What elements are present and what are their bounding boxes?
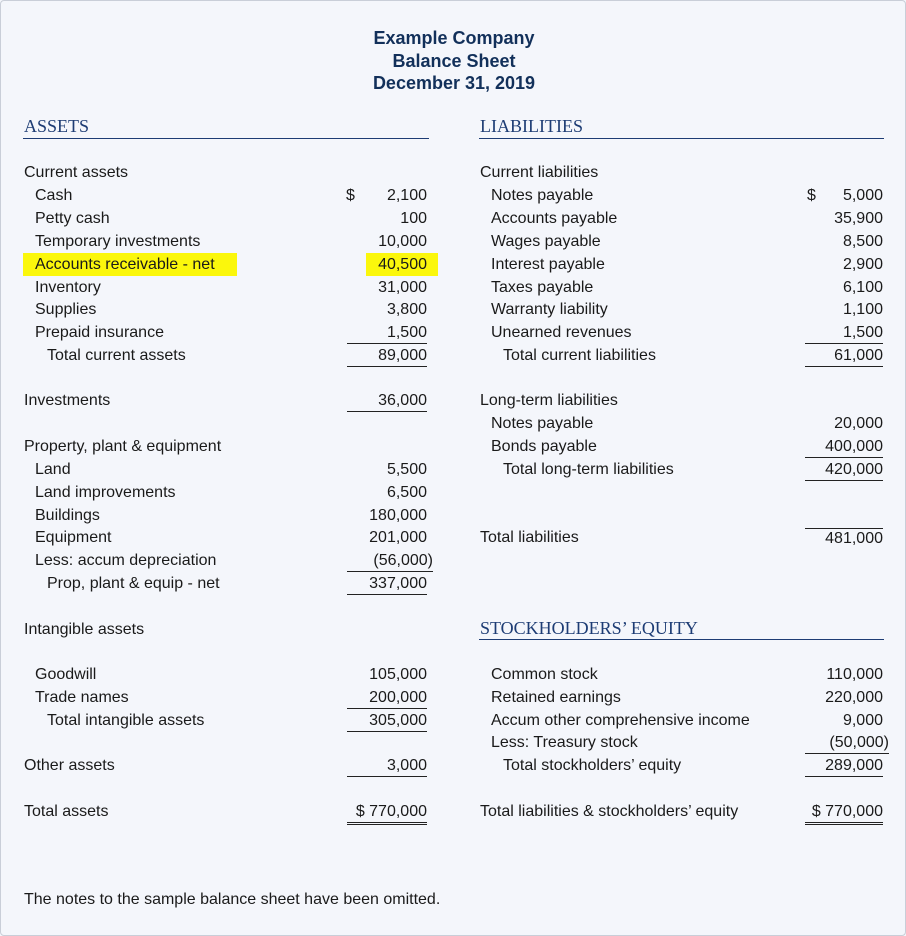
company-name: Example Company: [373, 28, 535, 48]
liability-line-label: Warranty liability: [491, 301, 608, 318]
total-liabilities-label: Total liabilities: [480, 529, 579, 546]
liability-line-amount: 1,500: [805, 323, 883, 344]
asset-line-label: Petty cash: [35, 210, 110, 227]
liabilities-heading: LIABILITIES: [480, 116, 583, 136]
assets-heading: ASSETS: [24, 116, 90, 136]
liability-line-amount: 1,100: [842, 301, 883, 318]
footnote: The notes to the sample balance sheet have been omitted.: [24, 891, 441, 908]
sheet-header: [1, 27, 906, 95]
liability-line-label: Wages payable: [491, 233, 601, 250]
equity-line-label: Less: Treasury stock: [491, 734, 638, 751]
ppe-line-amount: 5,500: [386, 461, 427, 478]
ppe-line-amount: 6,500: [386, 484, 427, 501]
grand-total-amount: $ 770,000: [805, 802, 883, 825]
equity-line-amount: 220,000: [825, 689, 883, 706]
asset-line-amount: 2,100: [386, 187, 427, 204]
current-liabilities-label: Current liabilities: [480, 164, 599, 181]
other-assets-label: Other assets: [24, 757, 115, 774]
ppe-line-label: Less: accum depreciation: [35, 552, 217, 569]
ppe-line-amount: (56,000): [347, 551, 433, 572]
long-term-line-label: Bonds payable: [491, 438, 597, 455]
asset-line-label-highlighted: Accounts receivable - net: [35, 256, 215, 273]
ppe-line-amount: 201,000: [369, 529, 427, 546]
liability-line-label: Accounts payable: [491, 210, 618, 227]
total-current-liabilities-label: Total current liabilities: [503, 347, 656, 364]
liability-line-amount: 35,900: [834, 210, 883, 227]
asset-line-amount: 31,000: [378, 279, 427, 296]
investments-amount: 36,000: [347, 391, 427, 412]
ppe-net-amount: 337,000: [347, 574, 427, 595]
liability-line-amount: 8,500: [842, 233, 883, 250]
other-assets-amount: 3,000: [347, 756, 427, 777]
long-term-line-amount: 400,000: [805, 437, 883, 458]
intangible-line-amount: 200,000: [347, 688, 427, 709]
assets-heading-rule: [23, 138, 429, 139]
intangibles-label: Intangible assets: [24, 621, 145, 638]
liability-line-amount: 2,900: [842, 256, 883, 273]
liability-line-label: Notes payable: [491, 187, 594, 204]
asset-line-amount-highlighted: 40,500: [378, 256, 427, 273]
total-long-term-label: Total long-term liabilities: [503, 461, 674, 478]
ppe-line-label: Equipment: [35, 529, 112, 546]
equity-heading: STOCKHOLDERS’ EQUITY: [480, 618, 698, 638]
asset-line-amount: 100: [400, 210, 427, 227]
equity-line-amount: 9,000: [842, 712, 883, 729]
equity-line-label: Accum other comprehensive income: [491, 712, 750, 729]
ppe-line-label: Land improvements: [35, 484, 176, 501]
total-liabilities-amount: 481,000: [805, 528, 883, 549]
grand-total-label: Total liabilities & stockholders’ equity: [480, 803, 739, 820]
liability-line-amount: 6,100: [842, 279, 883, 296]
total-current-assets-amount: 89,000: [347, 346, 427, 367]
total-long-term-amount: 420,000: [805, 460, 883, 481]
equity-line-label: Common stock: [491, 666, 598, 683]
equity-heading-rule: [479, 639, 884, 640]
currency-sign: $: [346, 187, 355, 204]
liability-line-amount: 5,000: [842, 187, 883, 204]
ppe-line-amount: 180,000: [369, 507, 427, 524]
total-current-liabilities-amount: 61,000: [805, 346, 883, 367]
total-equity-label: Total stockholders’ equity: [503, 757, 682, 774]
liability-line-label: Interest payable: [491, 256, 605, 273]
long-term-line-amount: 20,000: [834, 415, 883, 432]
equity-line-amount: (50,000): [805, 733, 889, 754]
total-intangibles-amount: 305,000: [347, 711, 427, 732]
currency-sign: $: [807, 187, 816, 204]
asset-line-label: Supplies: [35, 301, 97, 318]
total-current-assets-label: Total current assets: [47, 347, 186, 364]
sheet-date: December 31, 2019: [372, 73, 536, 93]
total-assets-amount: $ 770,000: [347, 802, 427, 825]
asset-line-amount: 10,000: [378, 233, 427, 250]
intangible-line-amount: 105,000: [369, 666, 427, 683]
total-intangibles-label: Total intangible assets: [47, 712, 205, 729]
liability-line-label: Unearned revenues: [491, 324, 632, 341]
equity-line-amount: 110,000: [826, 666, 883, 683]
asset-line-label: Inventory: [35, 279, 101, 296]
asset-line-amount: 3,800: [386, 301, 427, 318]
investments-label: Investments: [24, 392, 111, 409]
asset-line-label: Cash: [35, 187, 73, 204]
ppe-label: Property, plant & equipment: [24, 438, 222, 455]
ppe-net-label: Prop, plant & equip - net: [47, 575, 220, 592]
asset-line-label: Temporary investments: [35, 233, 201, 250]
equity-line-label: Retained earnings: [491, 689, 621, 706]
asset-line-label: Prepaid insurance: [35, 324, 164, 341]
asset-line-amount: 1,500: [347, 323, 427, 344]
liability-line-label: Taxes payable: [491, 279, 594, 296]
current-assets-label: Current assets: [24, 164, 129, 181]
ppe-line-label: Land: [35, 461, 71, 478]
long-term-liabilities-label: Long-term liabilities: [480, 392, 618, 409]
liabilities-heading-rule: [479, 138, 884, 139]
intangible-line-label: Trade names: [35, 689, 129, 706]
ppe-line-label: Buildings: [35, 507, 100, 524]
total-assets-label: Total assets: [24, 803, 109, 820]
sheet-title: Balance Sheet: [392, 50, 516, 71]
total-equity-amount: 289,000: [805, 756, 883, 777]
intangible-line-label: Goodwill: [35, 666, 97, 683]
long-term-line-label: Notes payable: [491, 415, 594, 432]
